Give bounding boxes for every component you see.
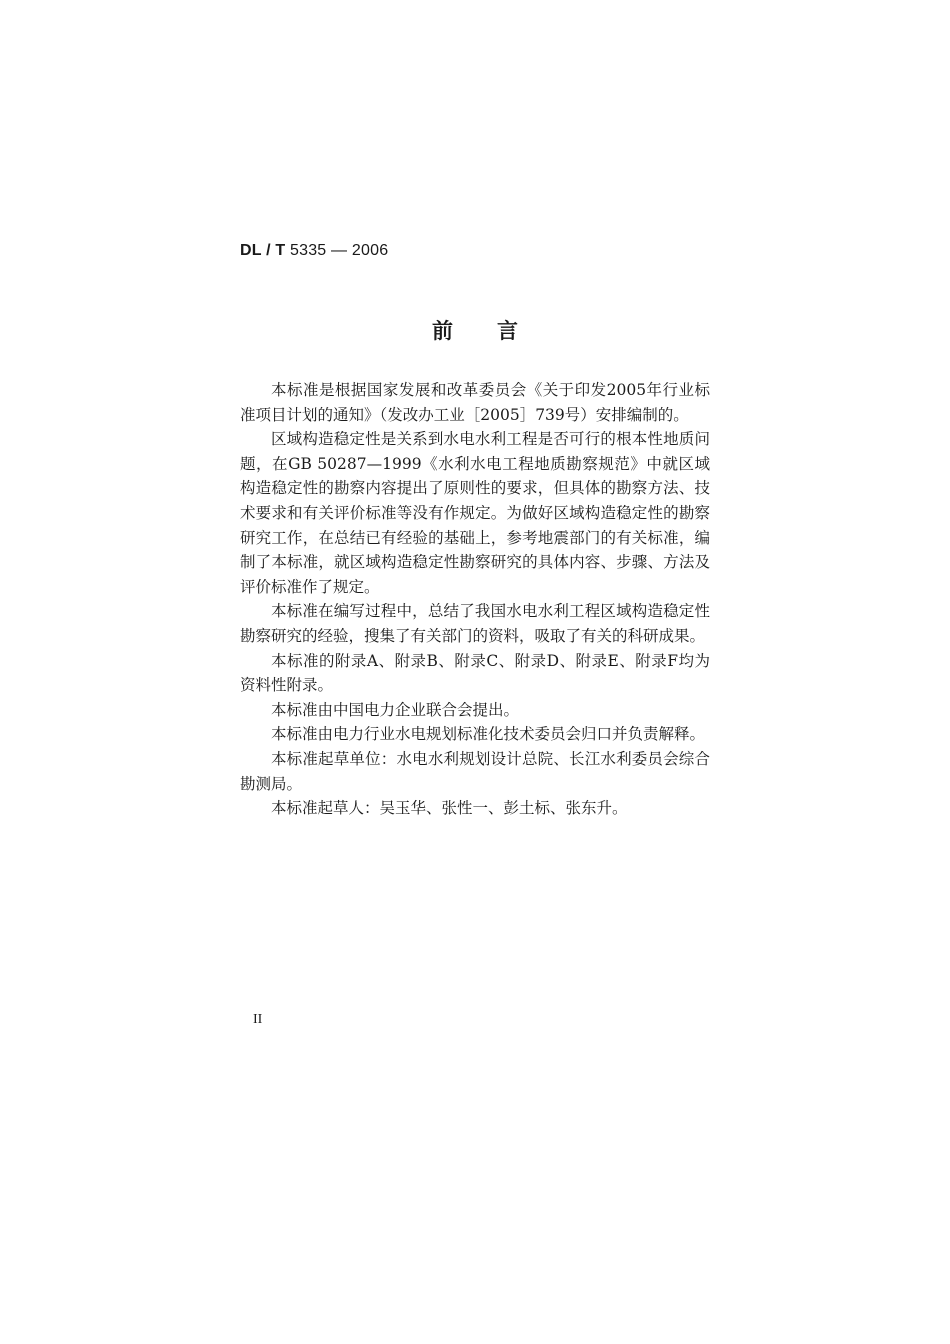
paragraph-4: 本标准的附录A、附录B、附录C、附录D、附录E、附录F均为资料性附录。 xyxy=(240,651,710,695)
paragraph-6: 本标准由电力行业水电规划标准化技术委员会归口并负责解释。 xyxy=(271,725,706,744)
page-number: II xyxy=(253,1012,263,1027)
paragraph-1: 本标准是根据国家发展和改革委员会《关于印发2005年行业标准项目计划的通知》（发改办工业［2005］739号）安排编制的。 xyxy=(240,381,710,424)
standard-code-number: 5335 — 2006 xyxy=(290,242,389,259)
standard-code xyxy=(240,242,388,260)
paragraph-2: 区域构造稳定性是关系到水电水利工程是否可行的根本性地质问题，在GB 50287—1999《水利水电工程地质勘察规范》中就区域构造稳定性的勘察内容提出了原则性的要求，但具体的勘察方法、技术要求和有关评价标准等没有作规定。为做好区域构造稳定性的勘察研究工作，在总结已有经验的基础上，参考地震部门的有关标准，编制了本标准，就区域构造稳定性勘察研究的具体内容、步骤、方法及评价标准作了规定。 xyxy=(240,430,710,596)
paragraph-8: 本标准起草人：吴玉华、张性一、彭土标、张东升。 xyxy=(271,799,628,818)
page-title: 前言 xyxy=(432,319,562,343)
paragraph-7: 本标准起草单位：水电水利规划设计总院、长江水利委员会综合勘测局。 xyxy=(240,749,710,793)
foreword-body xyxy=(240,378,710,821)
standard-code-prefix: DL / T xyxy=(240,242,286,259)
paragraph-3: 本标准在编写过程中，总结了我国水电水利工程区域构造稳定性勘察研究的经验，搜集了有关部门的资料，吸取了有关的科研成果。 xyxy=(240,602,710,645)
paragraph-5: 本标准由中国电力企业联合会提出。 xyxy=(271,700,520,719)
